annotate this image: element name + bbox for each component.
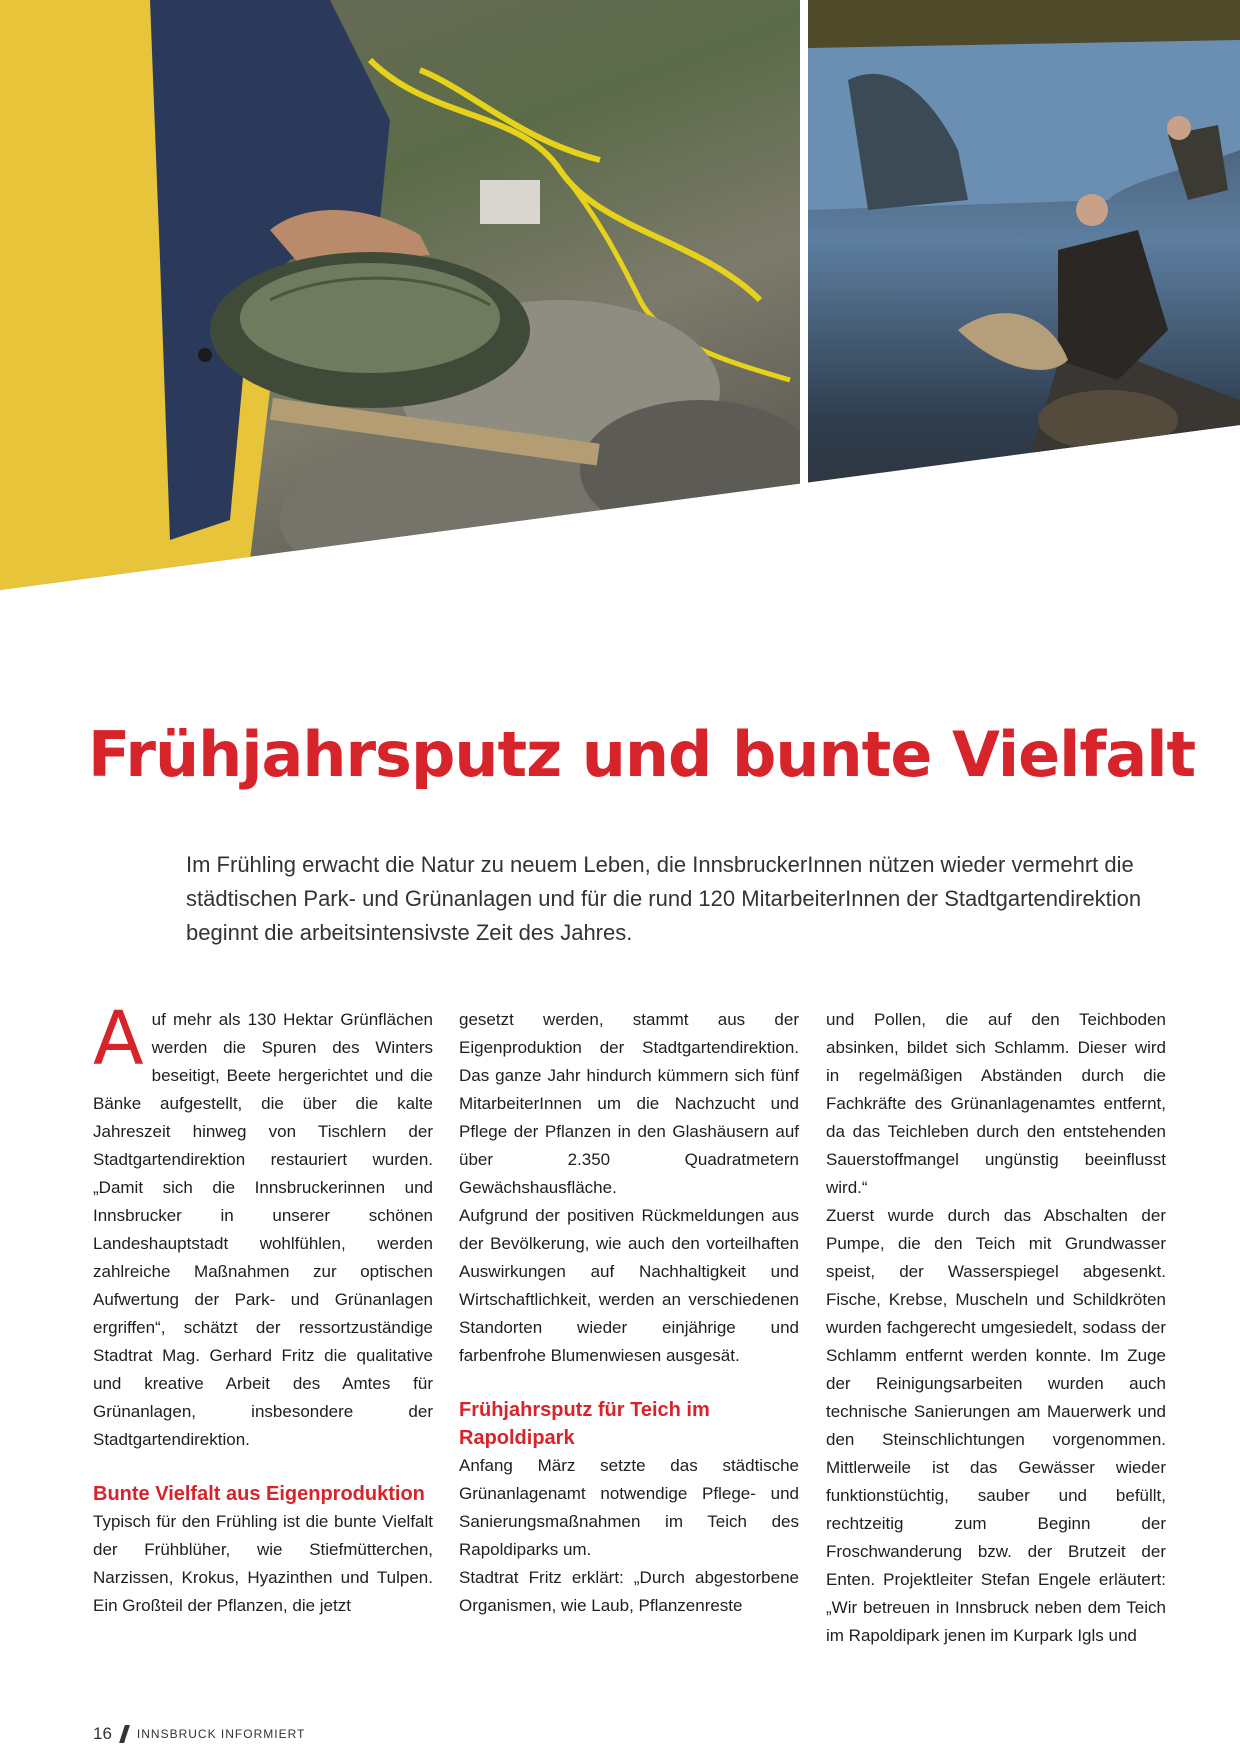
page-footer	[93, 1722, 305, 1746]
article-lead: Im Frühling erwacht die Natur zu neuem Leben, die InnsbruckerInnen nützen wieder vermehrt die städtischen Park- und Grünanlagen und für die rund 120 MitarbeiterInnen der Stadtgartendirektion beginnt die arbeitsintensivste Zeit des Jahres.	[186, 852, 1142, 945]
article-column-3	[826, 1006, 1166, 1650]
turtle-photo-graphic	[0, 0, 800, 600]
article-column-1	[93, 996, 433, 1620]
header-photos	[0, 0, 1240, 600]
photo-turtle-in-hand	[0, 0, 800, 600]
paragraph: Typisch für den Frühling ist die bunte Vielfalt der Frühblüher, wie Stiefmütterchen, Narzissen, Krokus, Hyazinthen und Tulpen. Ein Großteil der Pflanzen, die jetzt	[93, 1512, 433, 1615]
paragraph	[93, 996, 433, 1454]
subheading-fruehjahrsputz-teich: Frühjahrsputz für Teich im Rapoldipark	[459, 1399, 710, 1449]
paragraph: Aufgrund der positiven Rückmeldungen aus der Bevölkerung, wie auch den vorteilhaften Auswirkungen auf Nachhaltigkeit und Wirtschaftlichkeit, werden an verschiedenen Standorten wieder einjährige und farbenfrohe Blumenwiesen ausgesät.	[459, 1206, 799, 1365]
publication-name: INNSBRUCK INFORMIERT	[136, 1727, 306, 1741]
paragraph: Anfang März setzte das städtische Grünanlagenamt notwendige Pflege- und Sanierungsmaßnahmen im Teich des Rapoldiparks um.	[459, 1456, 799, 1559]
article-column-2	[459, 1006, 799, 1620]
paragraph: und Pollen, die auf den Teichboden absinken, bildet sich Schlamm. Dieser wird in regelmäßigen Abständen durch die Fachkräfte des Grünanlagenamtes entfernt, da das Teichleben durch den entstehenden Sauerstoffmangel ungünstig beeinflusst wird.“	[826, 1010, 1166, 1197]
photo-pond-cleaning	[808, 0, 1240, 600]
paragraph: Zuerst wurde durch das Abschalten der Pumpe, die den Teich mit Grundwasser speist, der Wasserspiegel abgesenkt. Fische, Krebse, Muscheln und Schildkröten wurden fachgerecht umgesiedelt, sodass der Schlamm entfernt werden konnte. Im Zuge der Reinigungsarbeiten wurden auch technische Sanierungen am Mauerwerk und den Steinschlichtungen vorgenommen. Mittlerweile ist das Gewässer wieder funktionstüchtig, sauber und befüllt, rechtzeitig zum Beginn der Froschwanderung bzw. der Brutzeit der Enten. Projektleiter Stefan Engele erläutert: „Wir betreuen in Innsbruck neben dem Teich im Rapoldipark jenen im Kurpark Igls und	[826, 1206, 1166, 1645]
paragraph-text: uf mehr als 130 Hektar Grünflächen werden die Spuren des Winters beseitigt, Beete hergerichtet und die Bänke aufgestellt, die über die kalte Jahreszeit hinweg von Tischlern der Stadtgartendirektion restauriert wurden. „Damit sich die Innsbruckerinnen und Innsbrucker in unserer schönen Landeshauptstadt wohlfühlen, werden zahlreiche Maßnahmen zur optischen Aufwertung der Park- und Grünanlagen ergriffen“, schätzt der ressortzuständige Stadtrat Mag. Gerhard Fritz die qualitative und kreative Arbeit des Amtes für Grünanlagen, insbesondere der Stadtgartendirektion.	[93, 1010, 433, 1449]
page-number: 16	[93, 1724, 112, 1743]
divider-slash	[119, 1725, 130, 1743]
article-headline: Frühjahrsputz und bunte Vielfalt	[88, 718, 1196, 791]
paragraph: Stadtrat Fritz erklärt: „Durch abgestorbene Organismen, wie Laub, Pflanzenreste	[459, 1568, 799, 1615]
paragraph: gesetzt werden, stammt aus der Eigenproduktion der Stadtgartendirektion. Das ganze Jahr hindurch kümmern sich fünf MitarbeiterInnen um die Nachzucht und Pflege der Pflanzen in den Glashäusern auf über 2.350 Quadratmetern Gewächshausfläche.	[459, 1010, 799, 1197]
pond-photo-graphic	[808, 0, 1240, 600]
subheading-bunte-vielfalt: Bunte Vielfalt aus Eigenproduktion	[93, 1483, 425, 1505]
drop-cap: A	[93, 996, 144, 1082]
